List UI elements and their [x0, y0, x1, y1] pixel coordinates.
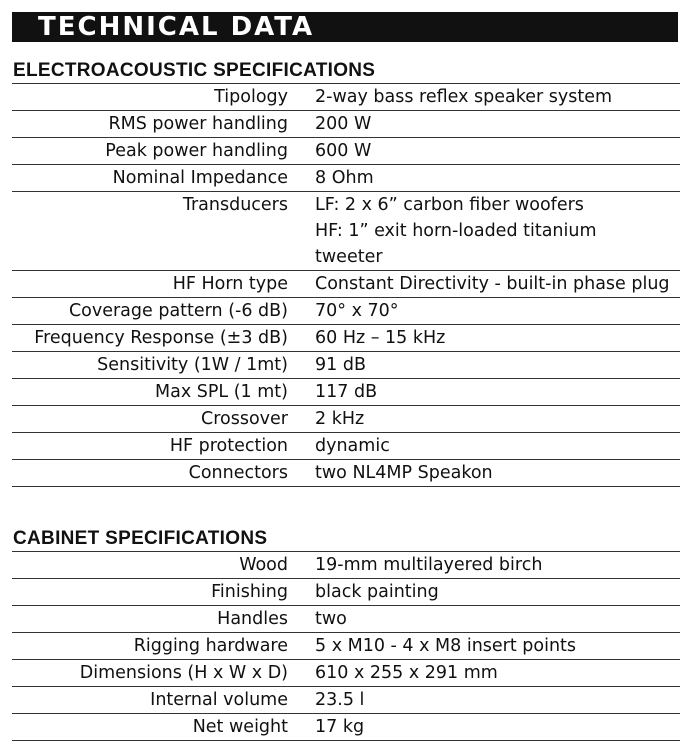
spec-value-line: 117 dB [315, 382, 378, 402]
spec-row [12, 406, 680, 433]
spec-label: Internal volume [150, 690, 288, 710]
spec-value [288, 271, 680, 297]
spec-value-line: two NL4MP Speakon [315, 463, 493, 483]
spec-label: Transducers [182, 195, 288, 215]
spec-row [12, 111, 680, 138]
electroacoustic-heading: ELECTROACOUSTIC SPECIFICATIONS [13, 60, 376, 81]
spec-row [12, 298, 680, 325]
spec-row [12, 433, 680, 460]
spec-value-line: 2-way bass reflex speaker system [315, 87, 613, 107]
spec-value-line: 19-mm multilayered birch [315, 555, 543, 575]
spec-row [12, 606, 680, 633]
cabinet-spec-table [12, 551, 680, 741]
spec-value [288, 687, 680, 713]
spec-value-line: tweeter [315, 247, 383, 267]
spec-value-line: 5 x M10 - 4 x M8 insert points [315, 636, 577, 656]
title-bar [12, 12, 678, 42]
spec-value [288, 379, 680, 405]
spec-label: Crossover [201, 409, 288, 429]
spec-value-line: 8 Ohm [315, 168, 374, 188]
spec-row [12, 660, 680, 687]
spec-label: Connectors [188, 463, 288, 483]
spec-row [12, 165, 680, 192]
spec-value-line: two [315, 609, 347, 629]
page-title: TECHNICAL DATA [38, 12, 315, 42]
spec-value [288, 579, 680, 605]
spec-value-line: 2 kHz [315, 409, 365, 429]
spec-label: Max SPL (1 mt) [155, 382, 288, 402]
spec-value [288, 433, 680, 459]
spec-label: RMS power handling [108, 114, 288, 134]
spec-value [288, 714, 680, 740]
spec-value-line: 200 W [315, 114, 372, 134]
spec-row [12, 579, 680, 606]
spec-value [288, 165, 680, 191]
spec-label: Nominal Impedance [112, 168, 288, 188]
spec-label: HF Horn type [172, 274, 288, 294]
spec-value [288, 552, 680, 578]
spec-row [12, 325, 680, 352]
spec-value [288, 606, 680, 632]
spec-row [12, 352, 680, 379]
spec-value-line: 23.5 l [315, 690, 365, 710]
spec-value-line: black painting [315, 582, 439, 602]
spec-row [12, 552, 680, 579]
spec-row [12, 138, 680, 165]
spec-label: Handles [217, 609, 288, 629]
spec-value [288, 84, 680, 110]
spec-row [12, 633, 680, 660]
spec-label: Peak power handling [105, 141, 288, 161]
spec-row [12, 192, 680, 271]
spec-label: Frequency Response (±3 dB) [34, 328, 288, 348]
spec-label: Finishing [211, 582, 288, 602]
spec-label: Tipology [214, 87, 288, 107]
spec-value [288, 406, 680, 432]
spec-value-line: HF: 1” exit horn-loaded titanium [315, 221, 597, 241]
spec-value [288, 111, 680, 137]
spec-value [288, 460, 680, 486]
electroacoustic-spec-table [12, 83, 680, 487]
spec-value [288, 298, 680, 324]
spec-label: Wood [239, 555, 288, 575]
spec-value [288, 325, 680, 351]
spec-label: Dimensions (H x W x D) [79, 663, 288, 683]
spec-label: Rigging hardware [133, 636, 288, 656]
spec-value-line: 70° x 70° [315, 301, 399, 321]
spec-row [12, 687, 680, 714]
spec-value [288, 633, 680, 659]
spec-row [12, 84, 680, 111]
spec-value [288, 352, 680, 378]
spec-value-line: 17 kg [315, 717, 365, 737]
spec-row [12, 714, 680, 741]
spec-label: Sensitivity (1W / 1mt) [97, 355, 288, 375]
spec-label: Net weight [192, 717, 288, 737]
spec-row [12, 271, 680, 298]
spec-value-line: 600 W [315, 141, 372, 161]
spec-value-line: Constant Directivity - built-in phase plug [315, 274, 670, 294]
spec-value-line: dynamic [315, 436, 390, 456]
spec-row [12, 460, 680, 487]
spec-value-line: LF: 2 x 6” carbon fiber woofers [315, 195, 584, 215]
spec-value [288, 660, 680, 686]
spec-label: HF protection [169, 436, 288, 456]
spec-label: Coverage pattern (-6 dB) [68, 301, 288, 321]
spec-value-line: 60 Hz – 15 kHz [315, 328, 446, 348]
spec-value-line: 610 x 255 x 291 mm [315, 663, 498, 683]
spec-value [288, 138, 680, 164]
spec-value [288, 192, 680, 270]
cabinet-heading: CABINET SPECIFICATIONS [13, 528, 268, 549]
spec-value-line: 91 dB [315, 355, 366, 375]
spec-row [12, 379, 680, 406]
